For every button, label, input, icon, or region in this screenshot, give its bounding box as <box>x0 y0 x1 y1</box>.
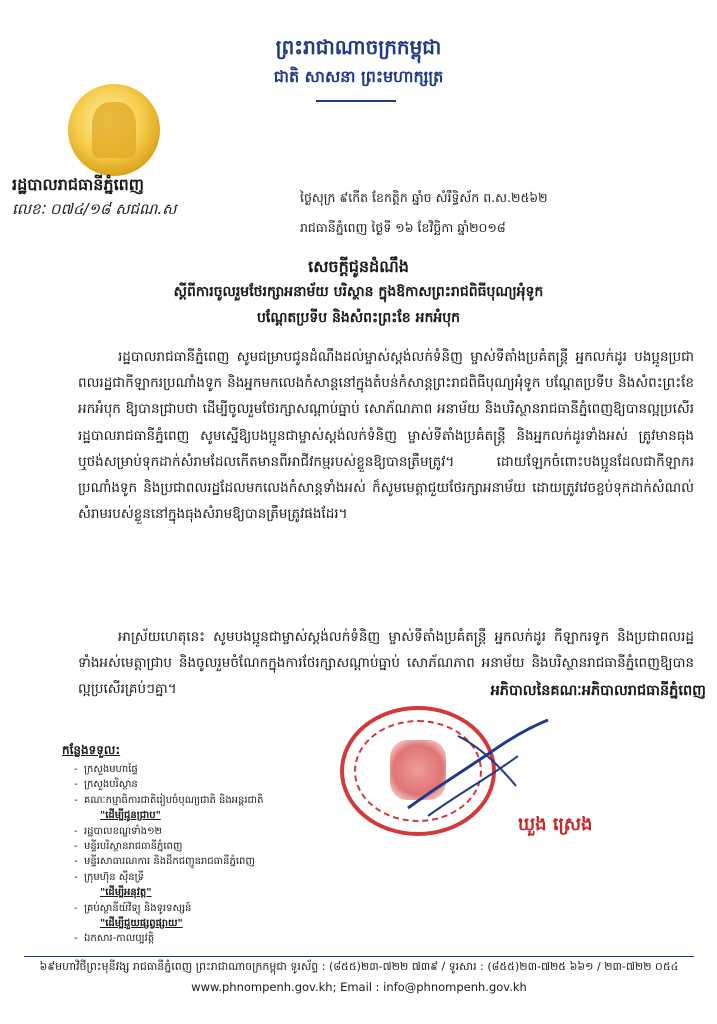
notice-title: សេចក្តីជូនដំណឹង <box>308 257 409 276</box>
footer-address: ៦៩មហាវិថីព្រះមុនីវង្ស រាជធានីភ្នំពេញ ព្រះរាជាណាចក្រកម្ពុជា ទូរស័ព្ទ : (៨៥៥)២៣-៧២២ ៧៣៩ / ទូរសារ : (៨៥៥)២៣-៧២៥ ៦៦១ / ២៣-៧២២ ០៥៤ <box>39 960 679 973</box>
recipient-note: "ដើម្បីអនុវត្ត" <box>100 887 152 899</box>
city-emblem-logo <box>68 84 160 176</box>
recipients-list <box>62 762 322 947</box>
reference-number: លេខៈ ០៧៤/១៨ សជណ.ស <box>12 200 177 218</box>
subject-line-2: បណ្តែតប្រទីប និងសំពះព្រះខែ អកអំបុក <box>257 310 460 326</box>
signatory-title: អភិបាលនៃគណៈអភិបាលរាជធានីភ្នំពេញ <box>490 683 706 699</box>
list-item: - គណៈកម្មាធិការជាតិរៀបចំបុណ្យជាតិ និងអន្តរជាតិ "ដើម្បីជូនជ្រាប" <box>62 793 322 824</box>
list-item: - ក្រសួងមហាផ្ទៃ <box>62 762 322 777</box>
lunar-date: ថ្ងៃសុក្រ ៩កើត ខែកត្តិក ឆ្នាំច សំរឹទ្ធិស័ក ព.ស.២៥៦២ <box>300 190 548 205</box>
list-item: - ឯកសារ-កាលប្បវត្តិ <box>62 931 322 946</box>
motto-divider <box>316 100 396 102</box>
sender-office: រដ្ឋបាលរាជធានីភ្នំពេញ <box>12 175 145 194</box>
footer-divider <box>24 956 694 957</box>
list-item: - គ្រប់ស្ថានីយ៍វិទ្យុ និងទូរទស្សន៍ "ដើម្បីជួយផ្សព្វផ្សាយ" <box>62 901 322 932</box>
recipients-block <box>62 742 322 947</box>
footer-contact: www.phnompenh.gov.kh; Email : info@phnompenh.gov.kh <box>191 980 527 994</box>
civil-date: រាជធានីភ្នំពេញ ថ្ងៃទី ១៦ ខែវិច្ឆិកា ឆ្នាំ២០១៨ <box>300 220 506 235</box>
signatory-name: ឃួង ស្រេង <box>518 814 593 835</box>
list-item: - មន្ទីរសាធារណការ និងដឹកជញ្ជូនរាជធានីភ្នំពេញ <box>62 854 322 869</box>
body-paragraph-2: អាស្រ័យហេតុនេះ សូមបងប្អូនជាម្ចាស់ស្តង់លក់ទំនិញ ម្ចាស់ទីតាំងប្រគំតន្ត្រី អ្នកលក់ដូរ កីឡាករទូក និងប្រជាពលរដ្ឋទាំងអស់មេត្តាជ្រាប និងចូលរួមចំណែកក្នុងការថែរក្សាសណ្តាប់ធ្នាប់ សោភ័ណភាព អនាម័យ និងបរិស្ថានរាជធានីភ្នំពេញឱ្យបានល្អប្រសើរគ្រប់ៗគ្នា។ <box>78 629 694 698</box>
national-motto: ជាតិ សាសនា ព្រះមហាក្សត្រ <box>273 67 444 86</box>
list-item: - ក្រុមហ៊ុន ស៊ីនទ្រី "ដើម្បីអនុវត្ត" <box>62 870 322 901</box>
emblem-figure <box>92 102 136 158</box>
handwritten-signature <box>398 716 558 826</box>
list-item: - ក្រសួងបរិស្ថាន <box>62 777 322 792</box>
recipient-note: "ដើម្បីជួយផ្សព្វផ្សាយ" <box>100 918 183 930</box>
recipients-title: កន្លែងទទួល: <box>62 743 121 757</box>
subject-line-1: ស្តីពីការចូលរួមថែរក្សាអនាម័យ បរិស្ថាន ក្នុងឱកាសព្រះរាជពិធីបុណ្យអុំទូក <box>173 284 544 300</box>
body-paragraph-1: រដ្ឋបាលរាជធានីភ្នំពេញ សូមជម្រាបជូនដំណឹងដល់ម្ចាស់ស្តង់លក់ទំនិញ ម្ចាស់ទីតាំងប្រគំតន្ត្រី អ្នកលក់ដូរ បងប្អូនប្រជាពលរដ្ឋជាកីឡាករប្រណាំងទូក និងអ្នកមកលេងកំសាន្តនៅក្នុងតំបន់កំសាន្តព្រះរាជពិធីបុណ្យអុំទូក បណ្តែតប្រទីប និងសំពះព្រះខែ អកអំបុក ឱ្យបានជ្រាបថា ដើម្បីចូលរួមថែរក្សាសណ្តាប់ធ្នាប់ សោភ័ណភាព អនាម័យ និងបរិស្ថានរាជធានីភ្នំពេញឱ្យបានល្អប្រសើរ រដ្ឋបាលរាជធានីភ្នំពេញ សូមស្នើឱ្យបងប្អូនជាម្ចាស់ស្តង់លក់ទំនិញ ម្ចាស់ទីតាំងប្រគំតន្ត្រី និងអ្នកលក់ដូរទាំងអស់ ត្រូវមានធុង ឬថង់សម្រាប់ទុកដាក់សំរាមដែលកើតមានពីអាជីវកម្មរបស់ខ្លួនឱ្យបានត្រឹមត្រូវ។ ដោយឡែកចំពោះបងប្អូនដែលជាកីឡាករប្រណាំងទូក និងប្រជាពលរដ្ឋដែលមកលេងកំសាន្តទាំងអស់ ក៏សូមមេត្តាជួយថែរក្សាអនាម័យ ដោយត្រូវវេចខ្ចប់ទុកដាក់សំណល់សំរាមរបស់ខ្លួននៅក្នុងធុងសំរាមឱ្យបានត្រឹមត្រូវផងដែរ។ <box>78 349 694 523</box>
recipient-note: "ដើម្បីជូនជ្រាប" <box>100 810 161 822</box>
list-item: - រដ្ឋបាលខណ្ឌទាំង១២ <box>62 824 322 839</box>
kingdom-heading: ព្រះរាជាណាចក្រកម្ពុជា <box>275 35 442 59</box>
list-item: - មន្ទីរបរិស្ថានរាជធានីភ្នំពេញ <box>62 839 322 854</box>
